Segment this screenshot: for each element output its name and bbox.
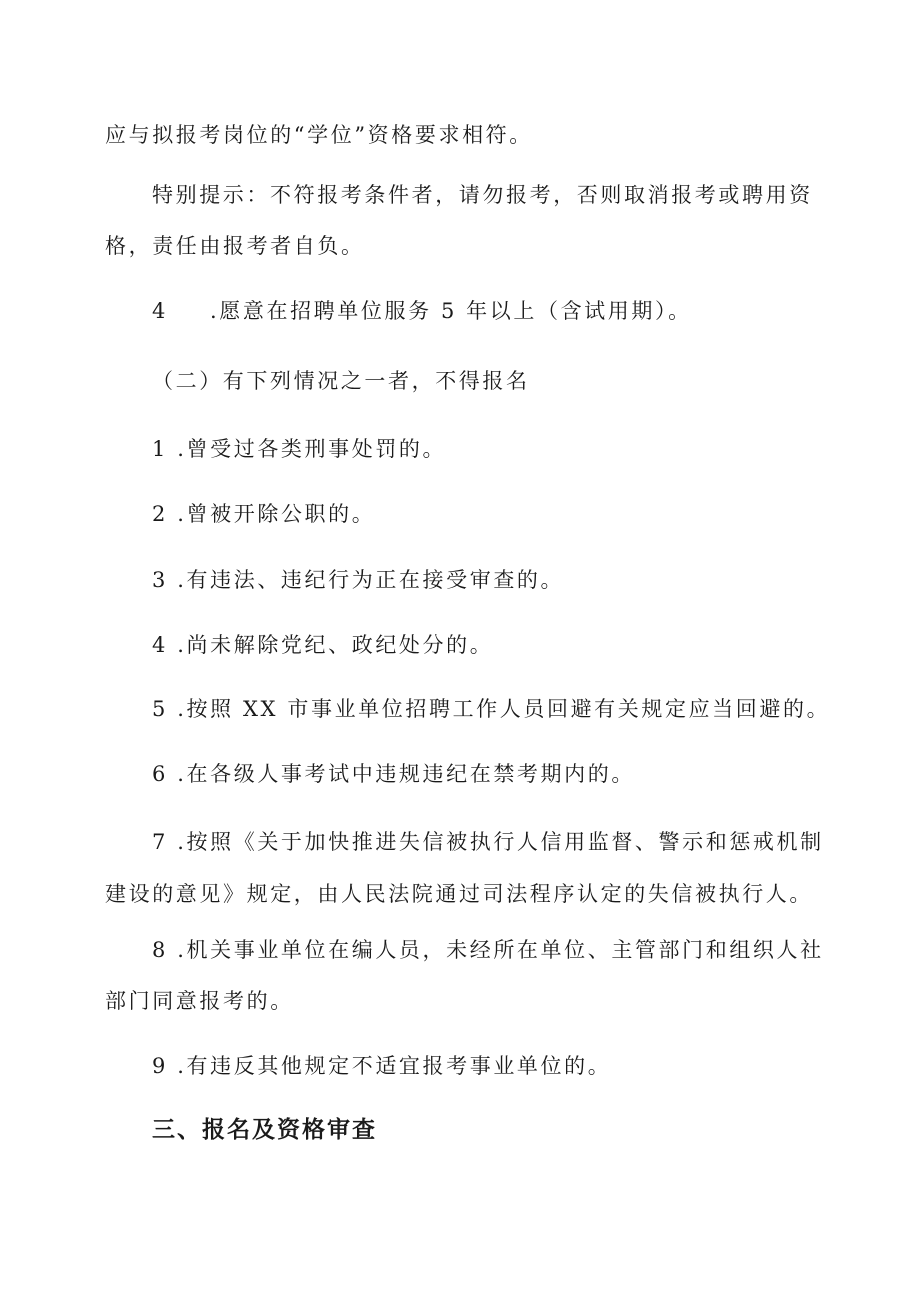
list-item xyxy=(152,759,635,789)
list-item xyxy=(152,694,830,724)
paragraph-line: 部门同意报考的。 xyxy=(105,989,294,1013)
paragraph-line: 特别提示：不符报考条件者，请勿报考，否则取消报考或聘用资 xyxy=(152,183,813,207)
list-item xyxy=(152,630,493,660)
paragraph-line: 应与拟报考岗位的“学位”资格要求相符。 xyxy=(105,123,533,147)
item-number: 7 xyxy=(152,830,168,854)
paragraph-line: 格，责任由报考者自负。 xyxy=(105,234,365,258)
item-text: .按照《关于加快推进失信被执行人信用监督、警示和惩戒机制 xyxy=(177,830,824,854)
item-text: .按照 XX 市事业单位招聘工作人员回避有关规定应当回避的。 xyxy=(177,697,831,721)
item-number: 9 xyxy=(152,1054,168,1078)
item-number: 3 xyxy=(152,568,168,592)
item-number: 4 xyxy=(152,633,168,657)
list-item xyxy=(152,935,824,965)
list-item xyxy=(152,1051,611,1081)
item-number: 2 xyxy=(152,502,168,526)
item-text: .曾受过各类刑事处罚的。 xyxy=(177,437,447,461)
item-number: 1 xyxy=(152,437,168,461)
item-text: .曾被开除公职的。 xyxy=(177,502,376,526)
item-number: 6 xyxy=(152,762,168,786)
item-text: .有违反其他规定不适宜报考事业单位的。 xyxy=(177,1054,612,1078)
item-number: 4 xyxy=(152,299,168,323)
item-text: .有违法、违纪行为正在接受审查的。 xyxy=(177,568,565,592)
list-item xyxy=(152,827,824,857)
item-number: 8 xyxy=(152,938,168,962)
list-item xyxy=(152,565,564,595)
item-text: .尚未解除党纪、政纪处分的。 xyxy=(177,633,494,657)
list-item xyxy=(152,296,692,326)
item-text: .愿意在招聘单位服务 5 年以上（含试用期）。 xyxy=(210,299,692,323)
paragraph-line: 建设的意见》规定，由人民法院通过司法程序认定的失信被执行人。 xyxy=(105,882,813,906)
item-number: 5 xyxy=(152,697,168,721)
section-heading: 三、报名及资格审查 xyxy=(152,1117,377,1143)
list-item xyxy=(152,434,446,464)
item-text: .在各级人事考试中违规违纪在禁考期内的。 xyxy=(177,762,635,786)
item-text: .机关事业单位在编人员，未经所在单位、主管部门和组织人社 xyxy=(177,938,824,962)
list-item xyxy=(152,499,375,529)
section-subtitle: （二）有下列情况之一者，不得报名 xyxy=(152,369,530,393)
